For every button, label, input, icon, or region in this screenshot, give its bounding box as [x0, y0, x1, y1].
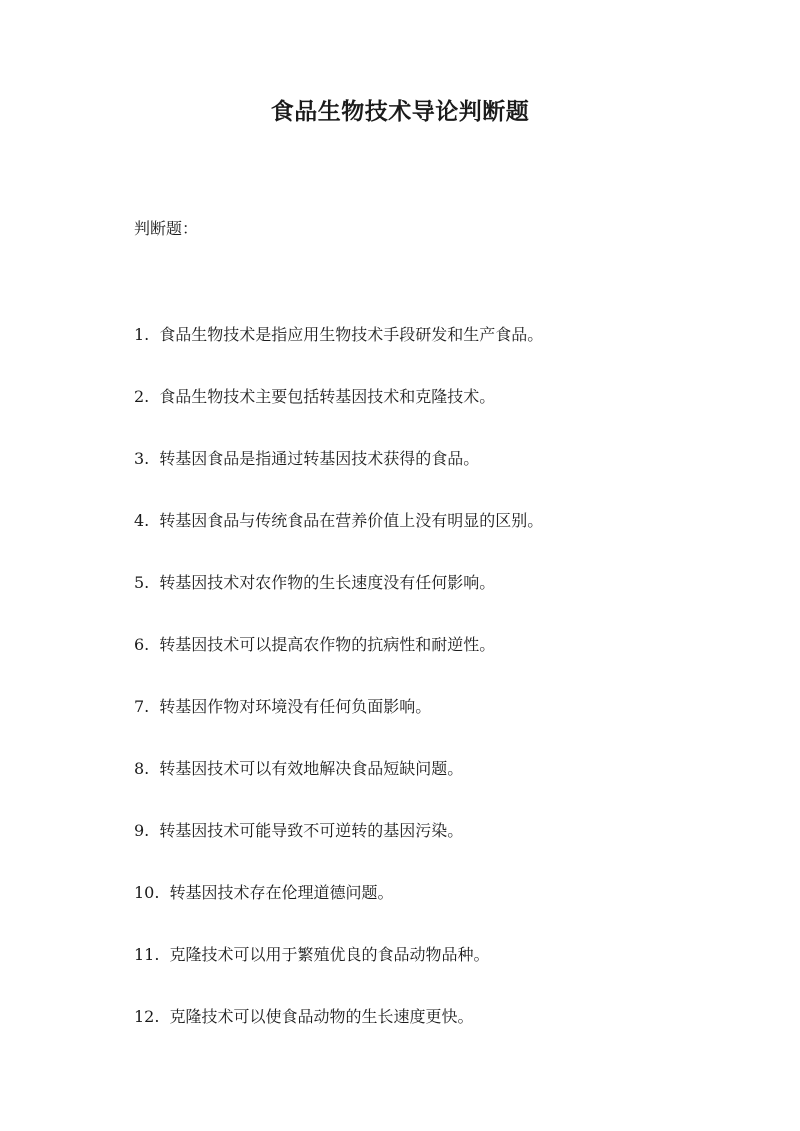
question-text: 转基因技术可以有效地解决食品短缺问题。 [159, 759, 464, 778]
question-item-9 [134, 818, 734, 880]
question-number: 10. [134, 883, 160, 902]
question-text: 食品生物技术主要包括转基因技术和克隆技术。 [159, 387, 496, 406]
question-text: 转基因技术可以提高农作物的抗病性和耐逆性。 [159, 635, 496, 654]
question-number: 12. [134, 1007, 160, 1026]
question-number: 1. [134, 325, 150, 344]
question-item-11 [134, 942, 734, 1004]
question-item-6 [134, 632, 734, 694]
question-number: 2. [134, 387, 150, 406]
question-item-2 [134, 384, 734, 446]
page-title: 食品生物技术导论判断题 [270, 98, 530, 125]
question-item-4 [134, 508, 734, 570]
question-item-10 [134, 880, 734, 942]
question-text: 转基因技术可能导致不可逆转的基因污染。 [159, 821, 464, 840]
question-number: 4. [134, 511, 150, 530]
question-item-8 [134, 756, 734, 818]
question-number: 5. [134, 573, 150, 592]
question-number: 7. [134, 697, 150, 716]
question-number: 9. [134, 821, 150, 840]
question-item-5 [134, 570, 734, 632]
question-text: 克隆技术可以使食品动物的生长速度更快。 [169, 1007, 474, 1026]
question-number: 8. [134, 759, 150, 778]
question-text: 转基因技术对农作物的生长速度没有任何影响。 [159, 573, 496, 592]
section-label: 判断题： [134, 219, 199, 238]
question-item-7 [134, 694, 734, 756]
question-text: 转基因作物对环境没有任何负面影响。 [159, 697, 432, 716]
question-text: 转基因技术存在伦理道德问题。 [169, 883, 394, 902]
question-number: 3. [134, 449, 150, 468]
question-text: 食品生物技术是指应用生物技术手段研发和生产食品。 [159, 325, 544, 344]
question-text: 克隆技术可以用于繁殖优良的食品动物品种。 [169, 945, 490, 964]
question-text: 转基因食品与传统食品在营养价值上没有明显的区别。 [159, 511, 544, 530]
question-number: 11. [134, 945, 160, 964]
question-item-3 [134, 446, 734, 508]
question-text: 转基因食品是指通过转基因技术获得的食品。 [159, 449, 480, 468]
question-item-12 [134, 1004, 734, 1066]
question-list [134, 322, 734, 1066]
question-item-1 [134, 322, 734, 384]
question-number: 6. [134, 635, 150, 654]
